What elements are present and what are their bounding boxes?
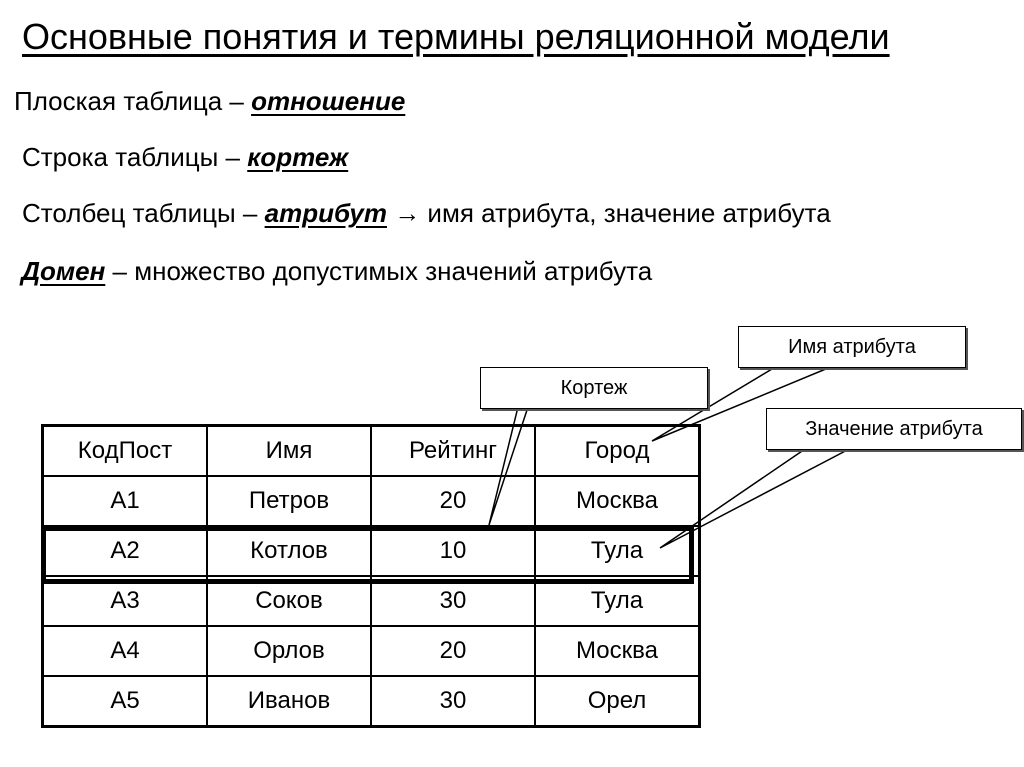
term-relation: отношение xyxy=(251,86,406,116)
table-cell: Орлов xyxy=(207,626,371,676)
table-cell: 10 xyxy=(371,526,535,576)
definition-text: Плоская таблица – xyxy=(14,86,252,116)
attr-value-leader xyxy=(660,447,853,548)
table-cell: Соков xyxy=(207,576,371,626)
definition-text: Столбец таблицы – xyxy=(22,198,265,228)
page-title: Основные понятия и термины реляционной модели xyxy=(22,16,890,57)
column-header: Рейтинг xyxy=(371,426,535,477)
table-cell: 30 xyxy=(371,676,535,727)
table-cell: Москва xyxy=(535,626,700,676)
definition-text: Строка таблицы – xyxy=(22,142,248,172)
table-cell: А5 xyxy=(43,676,208,727)
column-header: КодПост xyxy=(43,426,208,477)
term-domain: Домен xyxy=(21,256,106,286)
table-cell: А2 xyxy=(43,526,208,576)
table-cell: Иванов xyxy=(207,676,371,727)
table-cell: Тула xyxy=(535,526,700,576)
tuple-leader xyxy=(489,407,528,525)
table-cell: 20 xyxy=(371,626,535,676)
table-cell: А1 xyxy=(43,476,208,526)
table-cell: 20 xyxy=(371,476,535,526)
table-cell: Котлов xyxy=(207,526,371,576)
definition-text: → имя атрибута, значение атрибута xyxy=(386,198,831,228)
term-tuple: кортеж xyxy=(247,142,349,172)
tuple-callout: Кортеж xyxy=(480,367,708,409)
column-header: Город xyxy=(535,426,700,477)
table-cell: Тула xyxy=(535,576,700,626)
table-cell: А4 xyxy=(43,626,208,676)
definition-text: – множество допустимых значений атрибута xyxy=(105,256,653,286)
table-cell: 30 xyxy=(371,576,535,626)
table-cell: Петров xyxy=(207,476,371,526)
term-attribute: атрибут xyxy=(264,198,387,228)
attr-value-callout: Значение атрибута xyxy=(766,408,1022,450)
table-cell: Орел xyxy=(535,676,700,727)
attr-name-callout: Имя атрибута xyxy=(738,326,966,368)
table-cell: А3 xyxy=(43,576,208,626)
table-cell: Москва xyxy=(535,476,700,526)
column-header: Имя xyxy=(207,426,371,477)
